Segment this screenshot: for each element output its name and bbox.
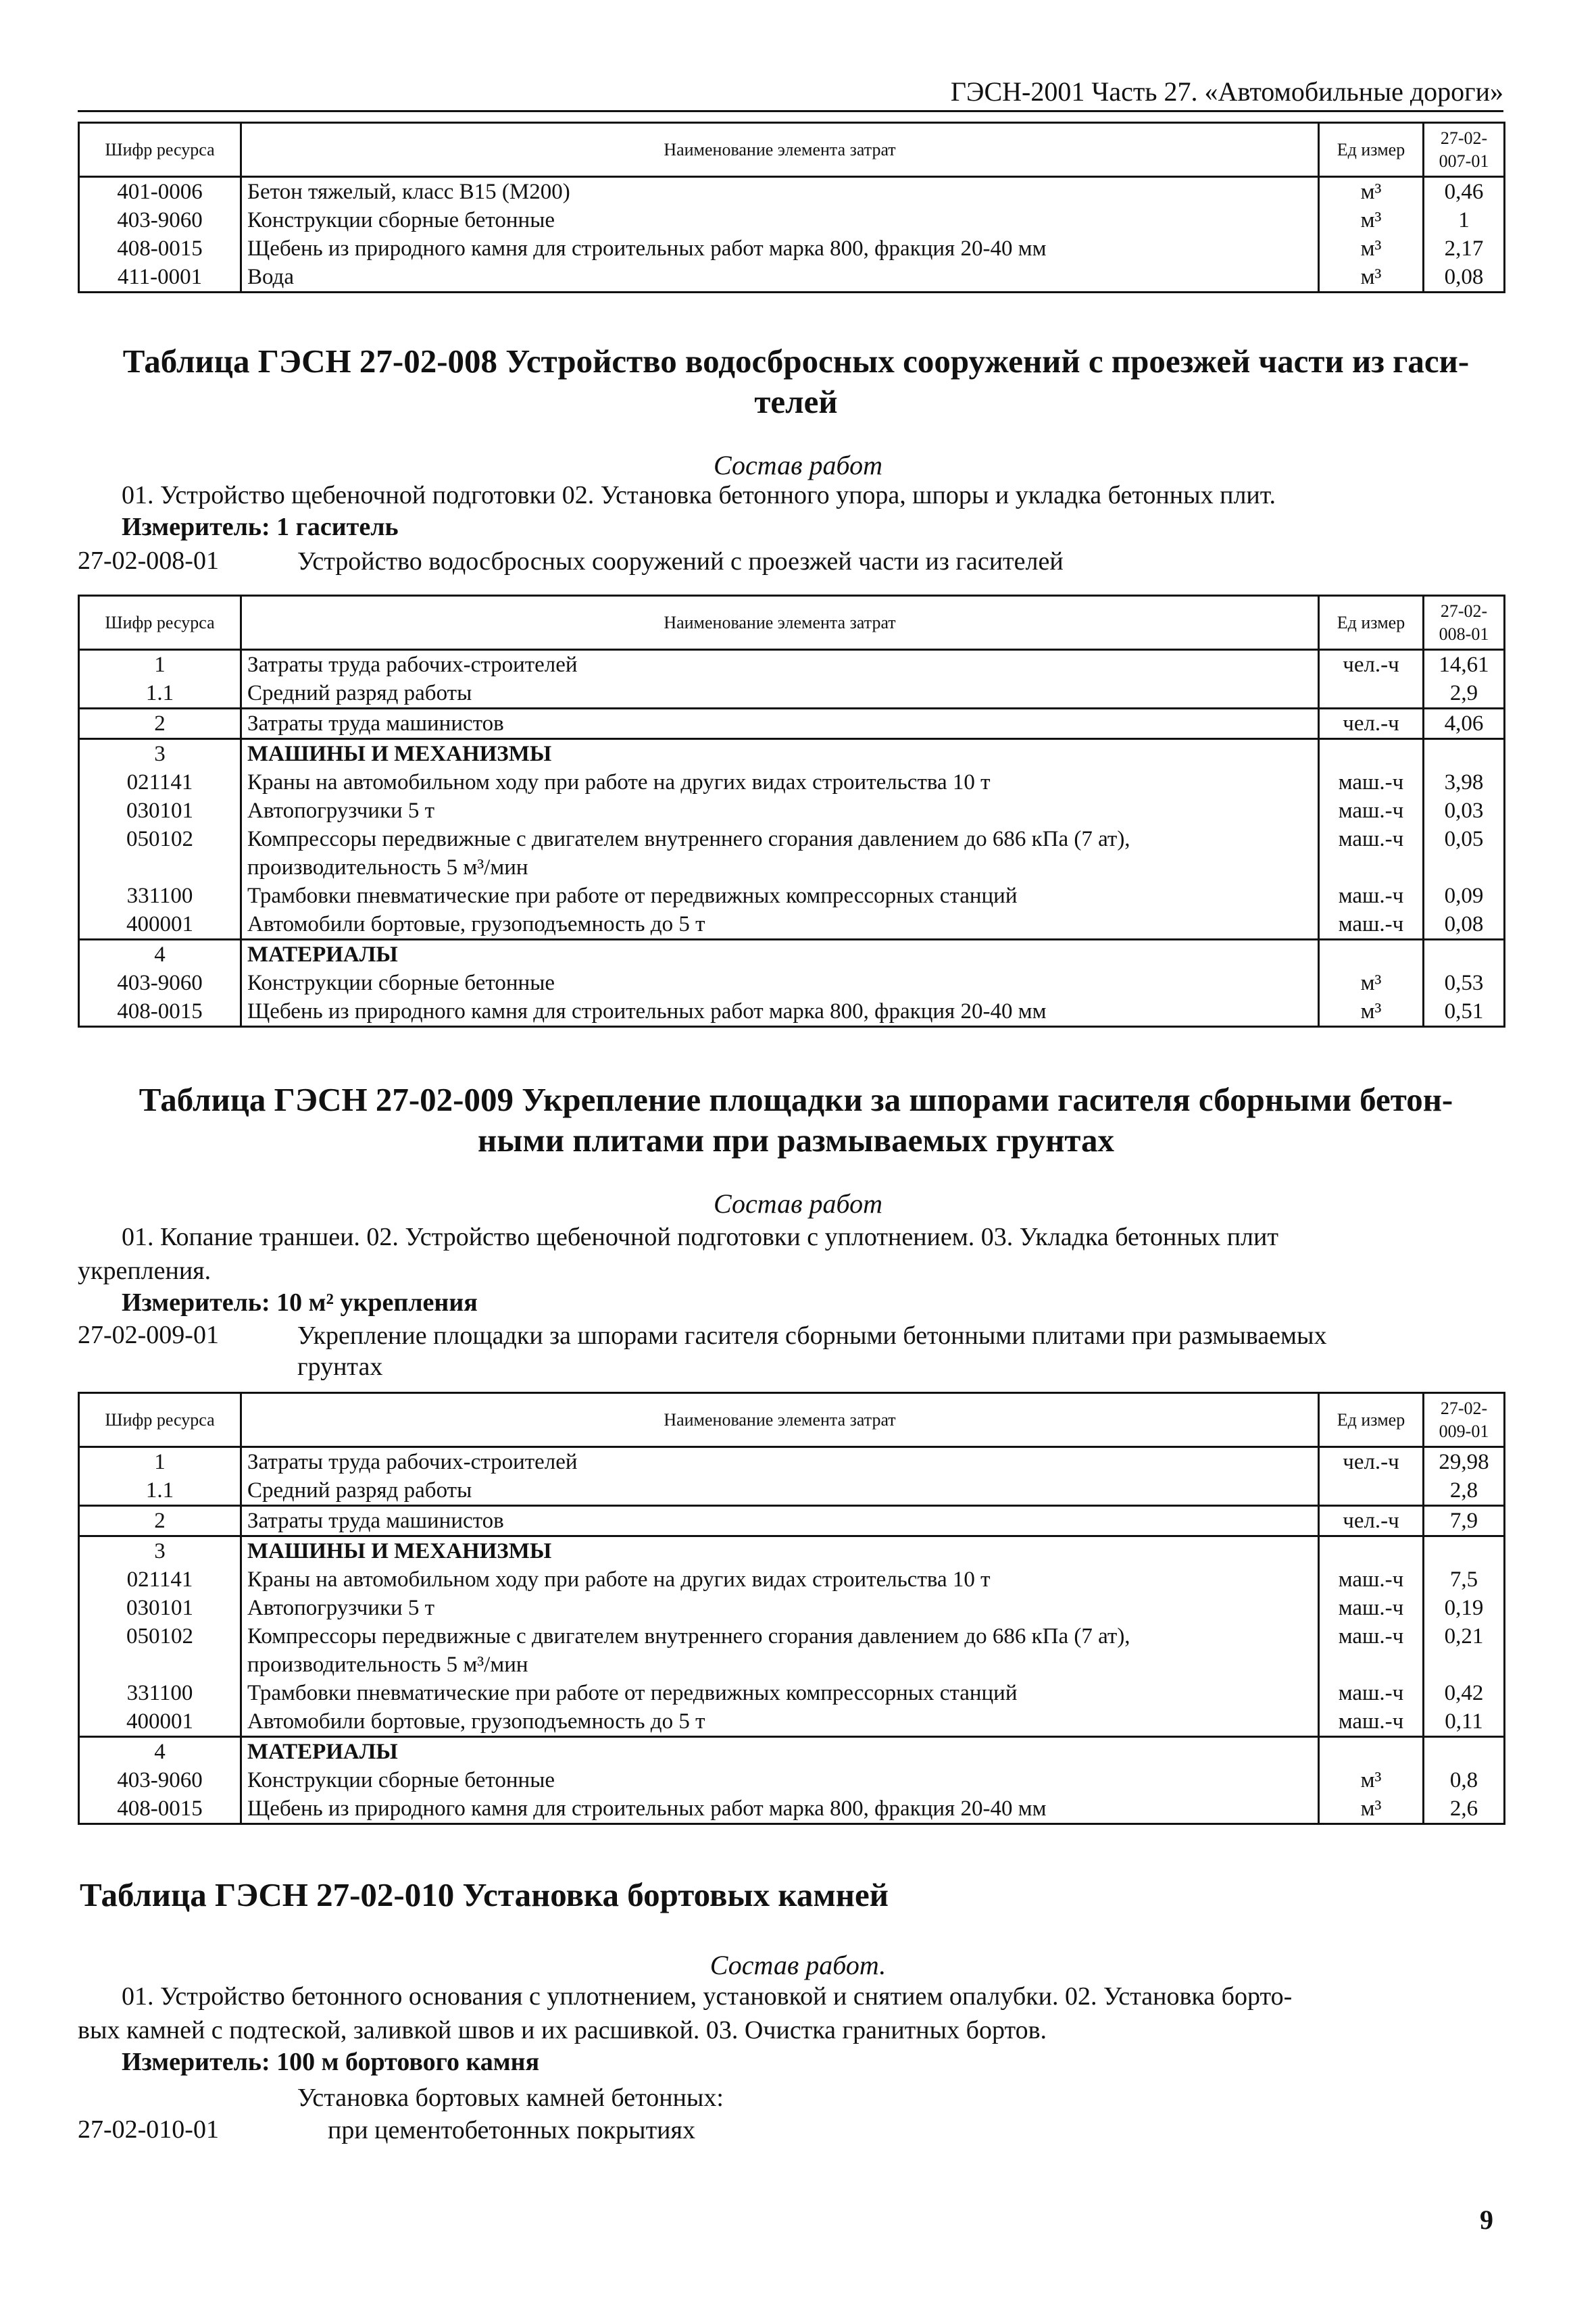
cell-name: Затраты труда машинистов <box>241 709 1319 739</box>
col-header-norm: 27-02-009-01 <box>1424 1393 1505 1447</box>
cell-name: Конструкции сборные бетонные <box>241 969 1319 997</box>
cell-code: 1 <box>79 1447 241 1477</box>
cell-name: МАШИНЫ И МЕХАНИЗМЫ <box>241 739 1319 769</box>
work-composition-text: 01. Устройство щебеночной подготовки 02. Установка бетонного упора, шпоры и укладка бетонных плит. <box>122 481 1276 509</box>
norm-code: 27-02-008-01 <box>78 547 219 575</box>
table-row <box>79 797 1505 825</box>
cell-code: 1.1 <box>79 1476 241 1506</box>
cell-value: 0,11 <box>1424 1707 1505 1737</box>
cell-unit: маш.-ч <box>1319 910 1424 940</box>
table-row <box>79 1794 1505 1824</box>
cell-code: 021141 <box>79 1565 241 1594</box>
table-row <box>79 882 1505 910</box>
cell-unit: маш.-ч <box>1319 825 1424 882</box>
cell-value: 0,21 <box>1424 1622 1505 1679</box>
cell-code: 2 <box>79 1506 241 1536</box>
table-row <box>79 739 1505 769</box>
cell-value: 0,05 <box>1424 825 1505 882</box>
cell-value: 2,8 <box>1424 1476 1505 1506</box>
cell-code: 030101 <box>79 1594 241 1622</box>
cell-value: 0,19 <box>1424 1594 1505 1622</box>
table-row <box>79 234 1505 263</box>
cell-value: 0,51 <box>1424 997 1505 1027</box>
cell-name: Затраты труда машинистов <box>241 1506 1319 1536</box>
cell-code: 408-0015 <box>79 997 241 1027</box>
cell-value: 0,53 <box>1424 969 1505 997</box>
table-row <box>79 1622 1505 1679</box>
table-row <box>79 1536 1505 1566</box>
norm-code: 27-02-009-01 <box>78 1321 219 1349</box>
title-line: Таблица ГЭСН 27-02-008 Устройство водосбросных сооружений с проезжей части из гаси- <box>122 343 1470 380</box>
cell-value: 2,9 <box>1424 679 1505 709</box>
cell-value: 0,42 <box>1424 1679 1505 1707</box>
cell-unit: чел.-ч <box>1319 1506 1424 1536</box>
cell-unit: чел.-ч <box>1319 1447 1424 1477</box>
table-row <box>79 825 1505 882</box>
table-row <box>79 177 1505 207</box>
table-row <box>79 206 1505 234</box>
cell-code: 4 <box>79 940 241 970</box>
cell-name: МАТЕРИАЛЫ <box>241 940 1319 970</box>
cell-code: 400001 <box>79 910 241 940</box>
norm-description: при цементобетонных покрытиях <box>328 2116 695 2144</box>
cell-name: Средний разряд работы <box>241 1476 1319 1506</box>
cell-unit: маш.-ч <box>1319 1707 1424 1737</box>
table-title-010: Таблица ГЭСН 27-02-010 Установка бортовых камней <box>80 1876 889 1913</box>
cell-unit <box>1319 940 1424 970</box>
cell-code: 403-9060 <box>79 969 241 997</box>
cell-name: Средний разряд работы <box>241 679 1319 709</box>
cell-code: 021141 <box>79 768 241 797</box>
table-row <box>79 768 1505 797</box>
col-header-name: Наименование элемента затрат <box>241 1393 1319 1447</box>
table-row <box>79 969 1505 997</box>
cell-code: 331100 <box>79 882 241 910</box>
table-row <box>79 1679 1505 1707</box>
cell-name: Бетон тяжелый, класс В15 (М200) <box>241 177 1319 207</box>
table-row <box>79 1565 1505 1594</box>
table-row <box>79 1707 1505 1737</box>
cell-unit: м³ <box>1319 1794 1424 1824</box>
cell-name: Щебень из природного камня для строительных работ марка 800, фракция 20-40 мм <box>241 234 1319 263</box>
work-composition-heading: Состав работ. <box>709 1950 887 1980</box>
title-line: ными плитами при размываемых грунтах <box>477 1122 1115 1159</box>
table-title-008 <box>80 341 1512 422</box>
cell-unit: маш.-ч <box>1319 797 1424 825</box>
cell-unit: чел.-ч <box>1319 709 1424 739</box>
col-header-unit: Ед измер <box>1319 596 1424 650</box>
work-composition-text: укрепления. <box>78 1257 211 1285</box>
cell-name: Вода <box>241 263 1319 293</box>
col-header-unit: Ед измер <box>1319 123 1424 177</box>
cell-value: 0,03 <box>1424 797 1505 825</box>
cell-unit: м³ <box>1319 263 1424 293</box>
cell-value: 7,9 <box>1424 1506 1505 1536</box>
table-row <box>79 679 1505 709</box>
measure-unit: Измеритель: 100 м бортового камня <box>122 2048 540 2076</box>
cell-code: 403-9060 <box>79 206 241 234</box>
col-header-name: Наименование элемента затрат <box>241 596 1319 650</box>
cell-unit: м³ <box>1319 177 1424 207</box>
cell-unit: маш.-ч <box>1319 1679 1424 1707</box>
work-composition-text: 01. Копание траншеи. 02. Устройство щебеночной подготовки с уплотнением. 03. Укладка бетонных плит <box>122 1223 1278 1251</box>
cell-name: Щебень из природного камня для строительных работ марка 800, фракция 20-40 мм <box>241 1794 1319 1824</box>
cell-name: МАТЕРИАЛЫ <box>241 1737 1319 1767</box>
work-composition-text: вых камней с подтеской, заливкой швов и их расшивкой. 03. Очистка гранитных бортов. <box>78 2016 1047 2044</box>
norm-description <box>297 1320 1507 1382</box>
cell-code: 050102 <box>79 825 241 882</box>
table-row <box>79 910 1505 940</box>
cell-name: Трамбовки пневматические при работе от передвижных компрессорных станций <box>241 1679 1319 1707</box>
description-line: Укрепление площадки за шпорами гасителя сборными бетонными плитами при размываемых <box>297 1322 1327 1350</box>
cell-code: 403-9060 <box>79 1766 241 1794</box>
col-header-unit: Ед измер <box>1319 1393 1424 1447</box>
cell-name: Трамбовки пневматические при работе от передвижных компрессорных станций <box>241 882 1319 910</box>
cell-code: 1.1 <box>79 679 241 709</box>
cell-name: Автопогрузчики 5 т <box>241 797 1319 825</box>
cell-name: Конструкции сборные бетонные <box>241 1766 1319 1794</box>
table-row <box>79 1506 1505 1536</box>
cell-value: 0,09 <box>1424 882 1505 910</box>
title-line: Таблица ГЭСН 27-02-009 Укрепление площадки за шпорами гасителя сборными бетон- <box>139 1081 1453 1118</box>
cell-code: 408-0015 <box>79 1794 241 1824</box>
cell-value: 1 <box>1424 206 1505 234</box>
cell-unit <box>1319 1536 1424 1566</box>
col-header-code: Шифр ресурса <box>79 1393 241 1447</box>
cell-value: 0,08 <box>1424 263 1505 293</box>
cell-unit: м³ <box>1319 234 1424 263</box>
cell-unit <box>1319 679 1424 709</box>
cell-value: 0,8 <box>1424 1766 1505 1794</box>
cell-code: 408-0015 <box>79 234 241 263</box>
cell-code: 4 <box>79 1737 241 1767</box>
cell-unit: м³ <box>1319 969 1424 997</box>
resource-table-008 <box>78 595 1505 1028</box>
norm-description: Устройство водосбросных сооружений с проезжей части из гасителей <box>297 547 1064 576</box>
cell-unit: чел.-ч <box>1319 650 1424 680</box>
cell-code: 411-0001 <box>79 263 241 293</box>
cell-code: 1 <box>79 650 241 680</box>
work-composition-heading: Состав работ <box>714 1188 882 1219</box>
measure-unit: Измеритель: 1 гаситель <box>122 513 399 541</box>
cell-value: 2,6 <box>1424 1794 1505 1824</box>
table-title-009 <box>80 1080 1512 1161</box>
table-row <box>79 263 1505 293</box>
cell-name: Щебень из природного камня для строительных работ марка 800, фракция 20-40 мм <box>241 997 1319 1027</box>
cell-code: 400001 <box>79 1707 241 1737</box>
table-row <box>79 997 1505 1027</box>
table-row <box>79 1766 1505 1794</box>
resource-table-009 <box>78 1392 1505 1825</box>
cell-name: Затраты труда рабочих-строителей <box>241 1447 1319 1477</box>
cell-name: Автопогрузчики 5 т <box>241 1594 1319 1622</box>
table-row <box>79 1447 1505 1477</box>
norm-group-heading: Установка бортовых камней бетонных: <box>297 2084 724 2112</box>
cell-code: 050102 <box>79 1622 241 1679</box>
work-composition-text: 01. Устройство бетонного основания с уплотнением, установкой и снятием опалубки. 02. Установка борто- <box>122 1982 1293 2011</box>
cell-unit: м³ <box>1319 997 1424 1027</box>
col-header-name: Наименование элемента затрат <box>241 123 1319 177</box>
cell-name: Краны на автомобильном ходу при работе на других видах строительства 10 т <box>241 768 1319 797</box>
description-line: грунтах <box>297 1353 383 1381</box>
cell-code: 401-0006 <box>79 177 241 207</box>
col-header-norm: 27-02-007-01 <box>1424 123 1505 177</box>
cell-value: 3,98 <box>1424 768 1505 797</box>
work-composition-heading: Состав работ <box>714 450 882 480</box>
cell-name: Автомобили бортовые, грузоподъемность до 5 т <box>241 1707 1319 1737</box>
cell-value: 29,98 <box>1424 1447 1505 1477</box>
cell-unit: маш.-ч <box>1319 1594 1424 1622</box>
norm-code: 27-02-010-01 <box>78 2115 219 2144</box>
cell-unit: маш.-ч <box>1319 1622 1424 1679</box>
cell-value: 0,08 <box>1424 910 1505 940</box>
cell-unit <box>1319 739 1424 769</box>
table-row <box>79 709 1505 739</box>
measure-unit: Измеритель: 10 м² укрепления <box>122 1288 478 1317</box>
cell-unit: м³ <box>1319 1766 1424 1794</box>
cell-unit: маш.-ч <box>1319 882 1424 910</box>
resource-table-007 <box>78 122 1505 293</box>
cell-code: 3 <box>79 739 241 769</box>
cell-name: Краны на автомобильном ходу при работе на других видах строительства 10 т <box>241 1565 1319 1594</box>
cell-value: 14,61 <box>1424 650 1505 680</box>
cell-unit: м³ <box>1319 206 1424 234</box>
cell-value <box>1424 1536 1505 1566</box>
cell-value: 2,17 <box>1424 234 1505 263</box>
cell-name: Конструкции сборные бетонные <box>241 206 1319 234</box>
cell-name: Компрессоры передвижные с двигателем внутреннего сгорания давлением до 686 кПа (7 ат), производительность 5 м³/мин <box>241 1622 1319 1679</box>
cell-name: МАШИНЫ И МЕХАНИЗМЫ <box>241 1536 1319 1566</box>
cell-name: Компрессоры передвижные с двигателем внутреннего сгорания давлением до 686 кПа (7 ат), производительность 5 м³/мин <box>241 825 1319 882</box>
page-number: 9 <box>1480 2205 1493 2235</box>
table-row <box>79 940 1505 970</box>
table-row <box>79 1476 1505 1506</box>
running-header: ГЭСН-2001 Часть 27. «Автомобильные дороги» <box>950 76 1503 107</box>
cell-value: 4,06 <box>1424 709 1505 739</box>
col-header-code: Шифр ресурса <box>79 123 241 177</box>
table-row <box>79 1594 1505 1622</box>
cell-value: 7,5 <box>1424 1565 1505 1594</box>
cell-unit <box>1319 1737 1424 1767</box>
col-header-norm: 27-02-008-01 <box>1424 596 1505 650</box>
cell-name: Затраты труда рабочих-строителей <box>241 650 1319 680</box>
cell-unit: маш.-ч <box>1319 1565 1424 1594</box>
cell-value: 0,46 <box>1424 177 1505 207</box>
cell-code: 331100 <box>79 1679 241 1707</box>
title-line: телей <box>754 383 838 420</box>
cell-name: Автомобили бортовые, грузоподъемность до 5 т <box>241 910 1319 940</box>
cell-unit <box>1319 1476 1424 1506</box>
cell-value <box>1424 739 1505 769</box>
col-header-code: Шифр ресурса <box>79 596 241 650</box>
cell-unit: маш.-ч <box>1319 768 1424 797</box>
cell-code: 030101 <box>79 797 241 825</box>
cell-code: 2 <box>79 709 241 739</box>
cell-value <box>1424 940 1505 970</box>
header-rule <box>78 110 1503 112</box>
cell-value <box>1424 1737 1505 1767</box>
table-row <box>79 1737 1505 1767</box>
cell-code: 3 <box>79 1536 241 1566</box>
table-row <box>79 650 1505 680</box>
